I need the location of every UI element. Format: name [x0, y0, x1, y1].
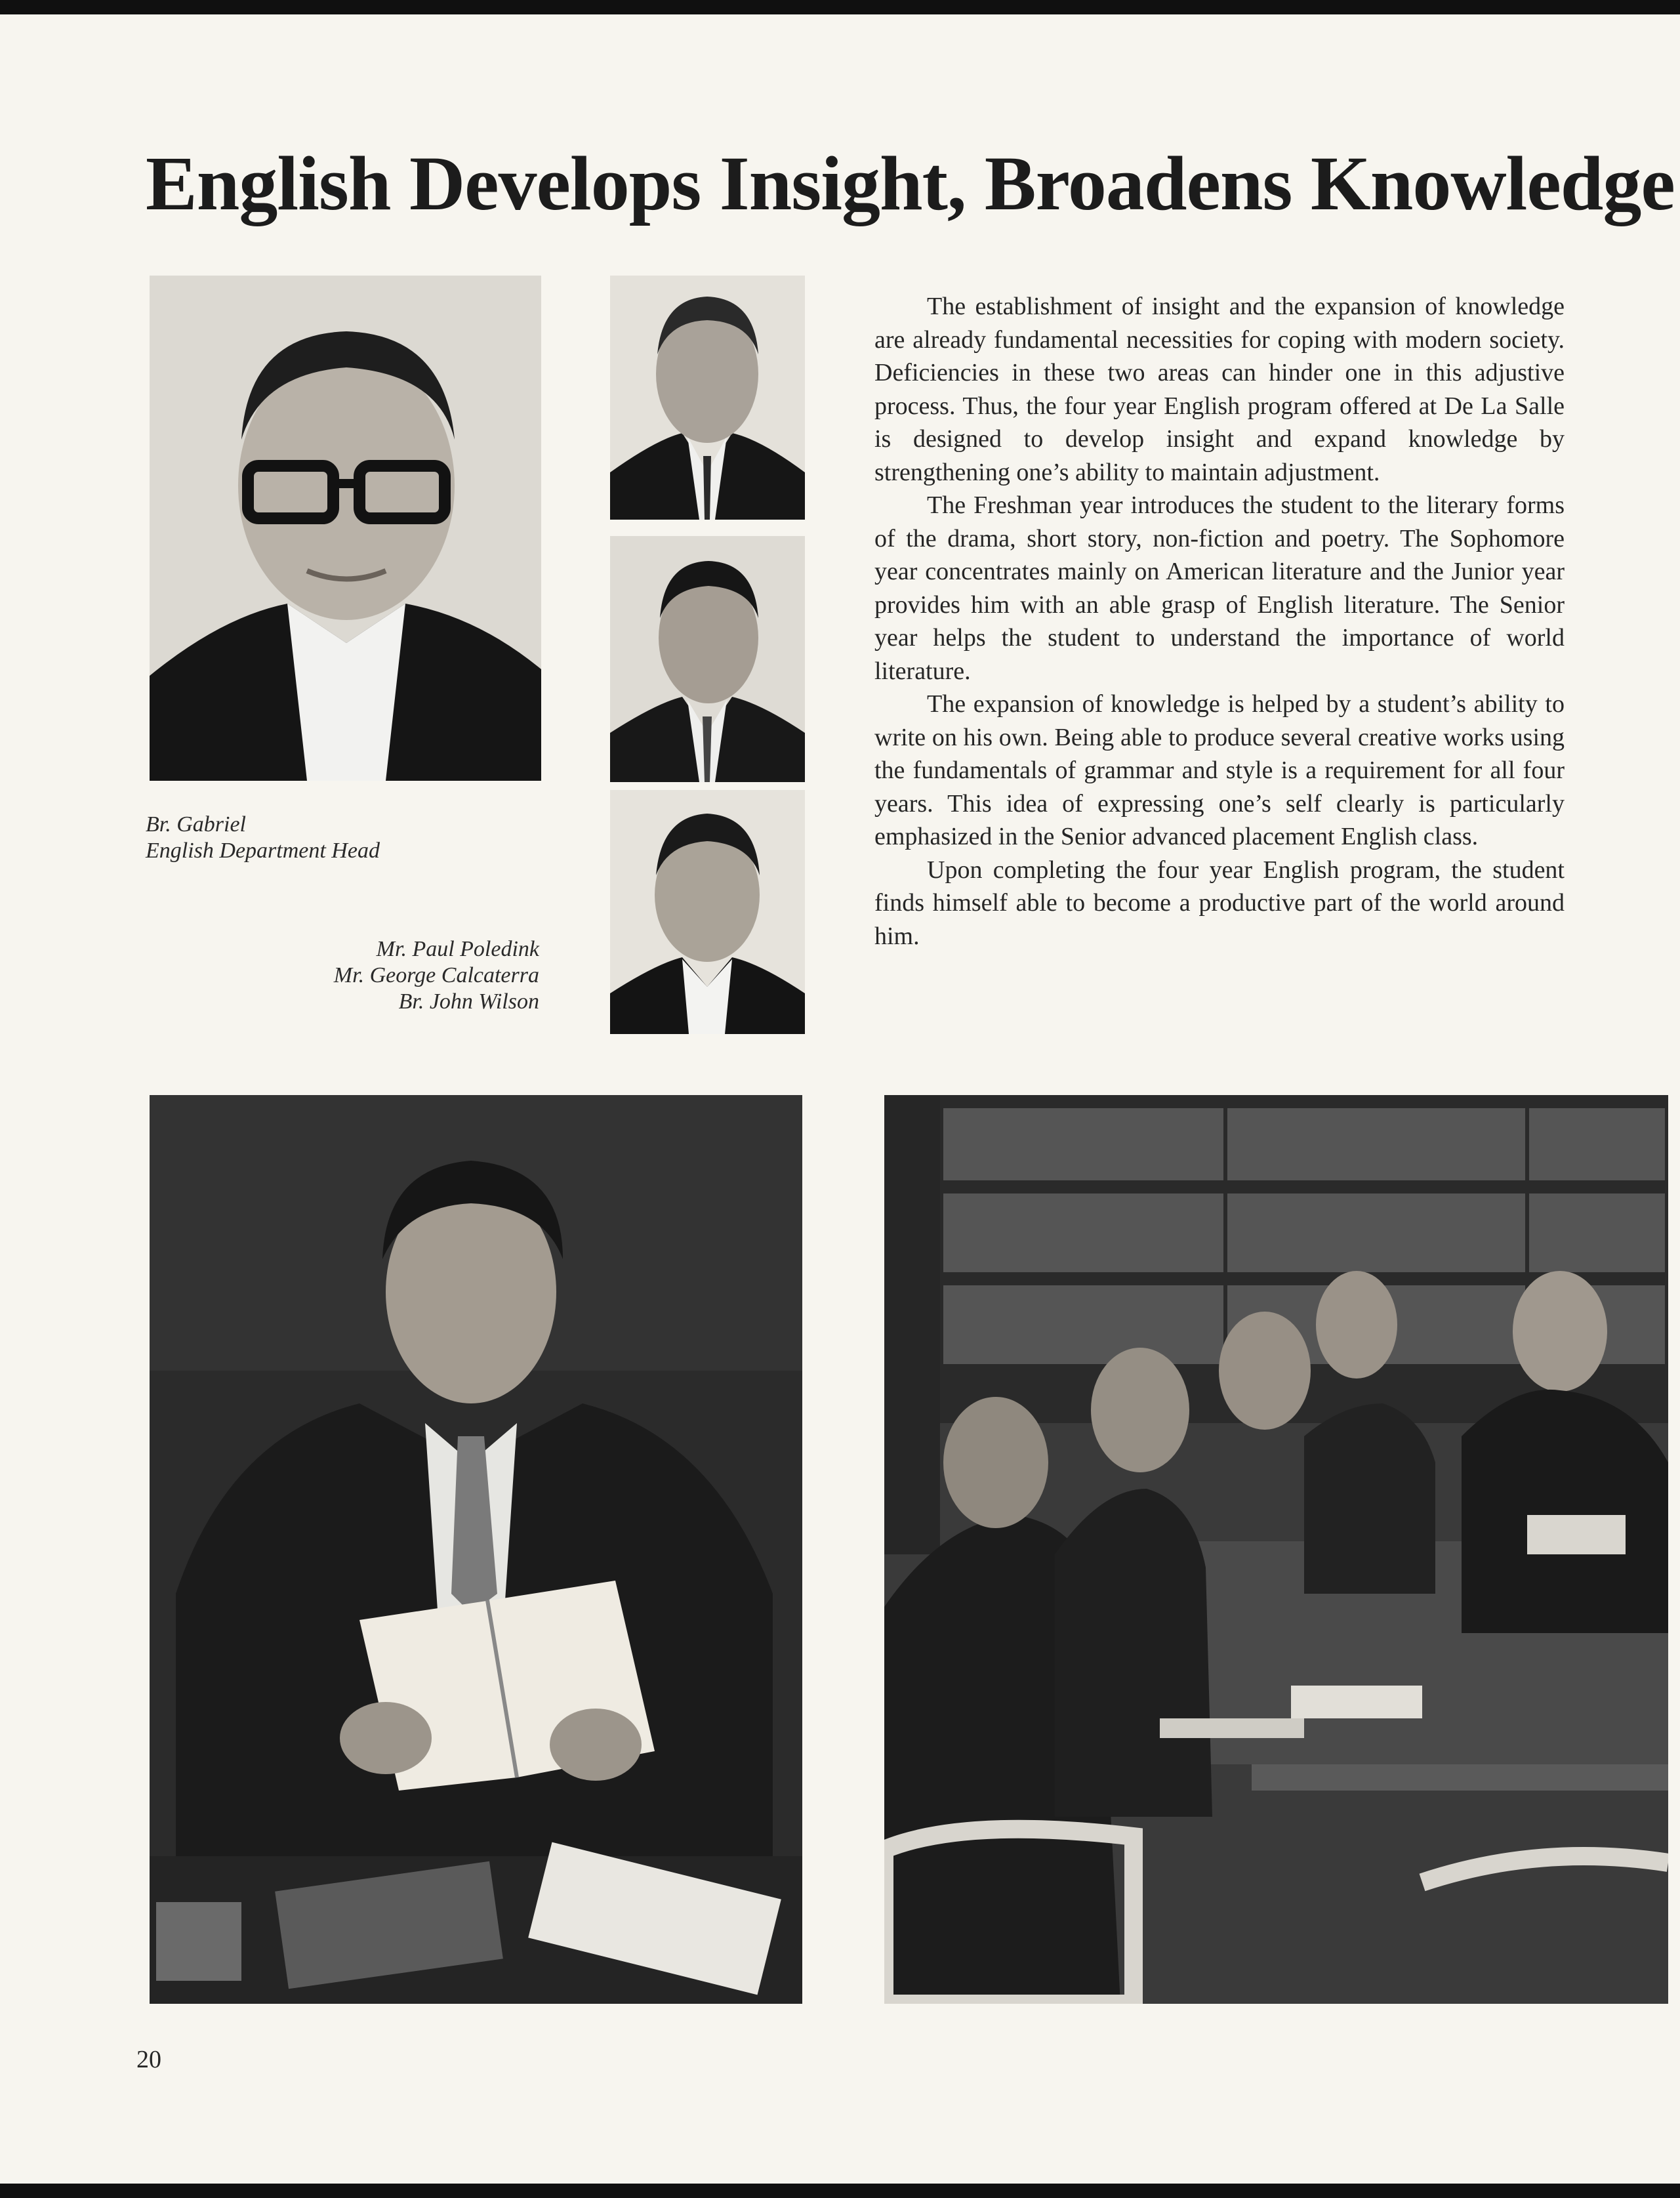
paragraph-4: Upon completing the four year English program, the student finds himself able to become a productive part of the world around him. — [874, 856, 1565, 950]
staff-caption — [276, 936, 539, 1015]
article-body — [874, 290, 1565, 953]
staff-name-2: Mr. George Calcaterra — [333, 963, 539, 987]
photo-library-classroom — [884, 1095, 1668, 2004]
photo-student-reading — [150, 1095, 802, 2004]
yearbook-page — [0, 14, 1680, 2184]
paragraph-3: The expansion of knowledge is helped by a student’s ability to write on his own. Being able to produce several creative works using the fundamentals of grammar and style is a requirement for all four years. This idea of expressing one’s self clearly is particularly emphasized in the Senior advanced placement English class. — [874, 690, 1565, 850]
page-title: English Develops Insight, Broadens Knowledge — [146, 140, 1675, 226]
portrait-department-head — [150, 276, 541, 781]
staff-name-1: Mr. Paul Poledink — [376, 937, 539, 961]
staff-name-3: Br. John Wilson — [398, 989, 539, 1014]
portrait-staff-2 — [610, 536, 805, 782]
head-name: Br. Gabriel — [146, 812, 246, 837]
paragraph-1: The establishment of insight and the expansion of knowledge are already fundamental necessities for coping with modern society. Deficiencies in these two areas can hinder one in this adjustive process. Thus, the four year English program offered at De La Salle is designed to develop insight and expand knowledge by strengthening one’s ability to maintain adjustment. — [874, 293, 1565, 486]
head-title: English Department Head — [146, 839, 380, 863]
paragraph-2: The Freshman year introduces the student to the literary forms of the drama, short story, non-fiction and poetry. The Sophomore year concentrates mainly on American literature and the Junior year provides him with an able grasp of English literature. The Senior year helps the student to understand the importance of world literature. — [874, 491, 1565, 685]
head-caption — [146, 812, 380, 864]
page-number: 20 — [136, 2046, 161, 2073]
portrait-staff-1 — [610, 276, 805, 520]
portrait-staff-3 — [610, 790, 805, 1034]
